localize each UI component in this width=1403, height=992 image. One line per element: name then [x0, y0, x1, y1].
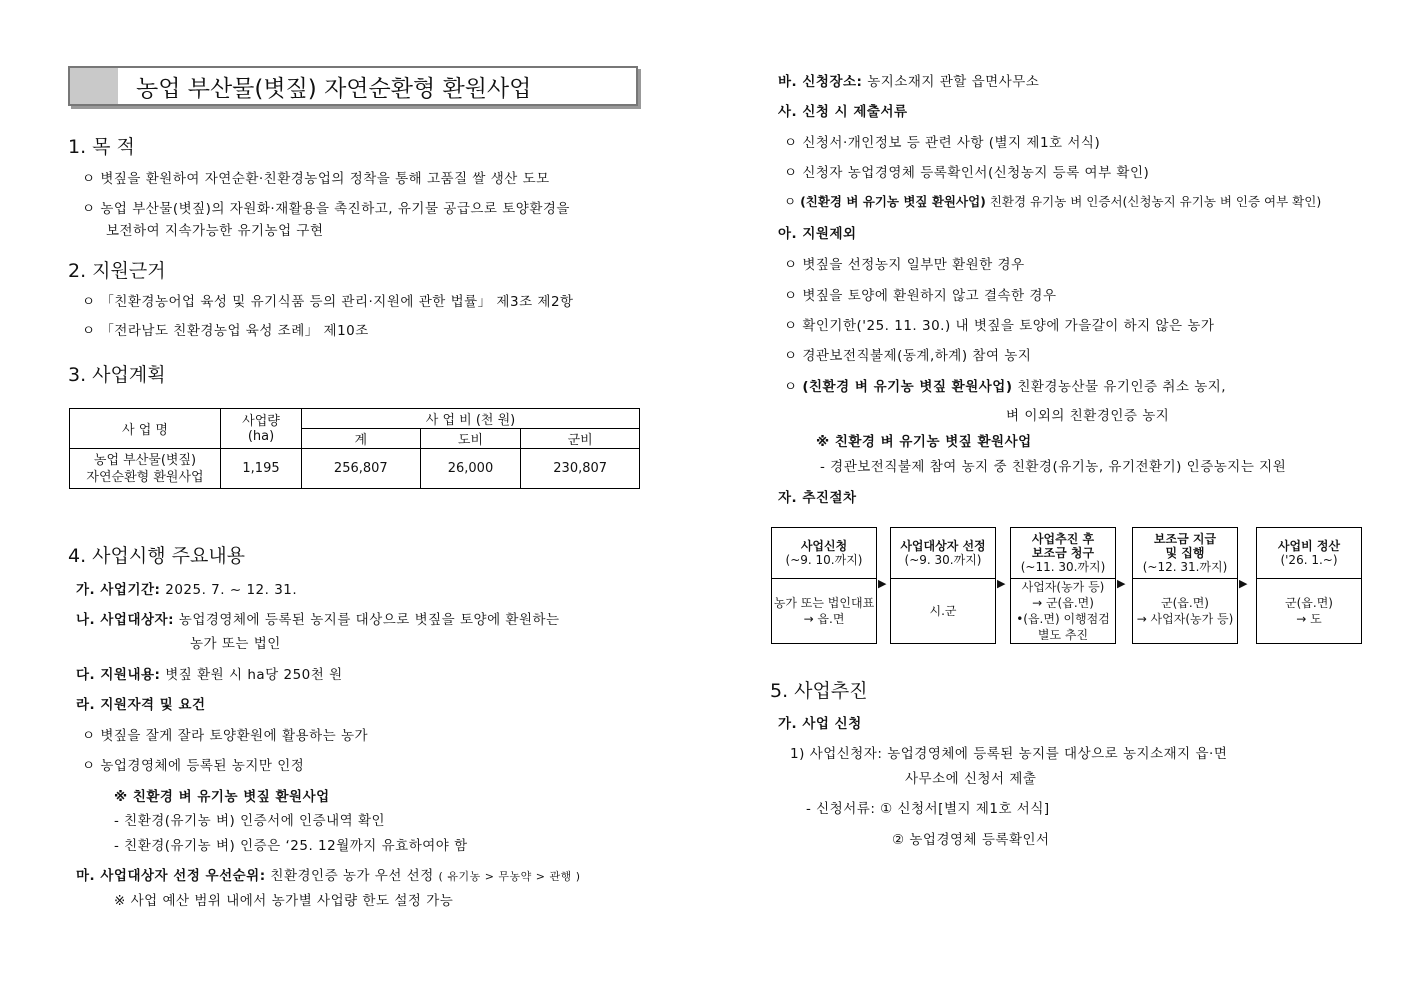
col-cost: 사 업 비 (천 원) [302, 409, 640, 429]
plan-table [69, 408, 640, 489]
flow-arrow-icon: ▶ [878, 577, 887, 590]
sec1-heading: 1. 목 적 [68, 136, 135, 158]
right-a: 아. 지원제외 [778, 226, 857, 242]
sec4-na: 나. 사업대상자: 농업경영체에 등록된 농지를 대상으로 볏짚을 토양에 환원하는 [76, 612, 560, 628]
flow-step-head: 사업추진 후 보조금 청구 (~11. 30.까지) [1011, 528, 1115, 579]
flow-step-body: 군(읍.면) → 사업자(농가 등) [1136, 596, 1234, 626]
col-do: 도비 [420, 429, 521, 449]
right-a-item: ㅇ 볏짚을 선정농지 일부만 환원한 경우 [784, 257, 1025, 273]
sec4-ra: 라. 지원자격 및 요건 [76, 697, 206, 713]
sec4-ma: 마. 사업대상자 선정 우선순위: 친환경인증 농가 우선 선정 ( 유기농 > 무농약 > 관행 ) [76, 868, 581, 884]
flow-step-head: 사업신청 (~9. 10.까지) [772, 528, 876, 579]
sec5-docs: - 신청서류: ① 신청서[별지 제1호 서식] [806, 801, 1050, 817]
flow-arrow-icon: ▶ [997, 577, 1006, 590]
flow-arrow-icon: ▶ [1117, 577, 1126, 590]
sec4-ga: 가. 사업기간: 2025. 7. ~ 12. 31. [76, 582, 298, 598]
sec5-docs2: ② 농업경영체 등록확인서 [892, 832, 1050, 848]
right-a-item: ㅇ 확인기한('25. 11. 30.) 내 볏짚을 토양에 가을갈이 하지 않은 농가 [784, 318, 1215, 334]
flow-step-body: 사업자(농가 등) → 군(읍.면) •(읍.면) 이행점검 별도 추진 [1016, 580, 1110, 642]
right-a-note-sub: - 경관보전직불제 참여 농지 중 친환경(유기농, 유기전환기) 인증농지는 지원 [820, 459, 1287, 475]
sec5-item-cont: 사무소에 신청서 제출 [905, 771, 1037, 787]
flow-step-body: 시.군 [929, 604, 957, 618]
right-sa-item: ㅇ 신청서·개인정보 등 관련 사항 (별지 제1호 서식) [784, 135, 1101, 151]
right-a-item: ㅇ 볏짚을 토양에 환원하지 않고 결속한 경우 [784, 288, 1057, 304]
sec3-heading: 3. 사업계획 [68, 364, 166, 386]
sec4-na-cont: 농가 또는 법인 [190, 636, 281, 652]
row-qty: 1,195 [221, 449, 302, 489]
sec4-ra-sub: - 친환경(유기농 벼) 인증서에 인증내역 확인 [114, 813, 386, 829]
flow-step [1010, 527, 1116, 644]
sec5-heading: 5. 사업추진 [770, 680, 868, 702]
sec4-ra-note: ※ 친환경 벼 유기농 볏짚 환원사업 [114, 789, 330, 805]
flow-step [890, 527, 996, 644]
row-do: 26,000 [420, 449, 521, 489]
sec4-heading: 4. 사업시행 주요내용 [68, 545, 246, 567]
sec1-item: 보전하여 지속가능한 유기농업 구현 [106, 223, 324, 239]
flow-step-body: 농가 또는 법인대표 → 읍.면 [773, 596, 875, 626]
sec2-item: ㅇ 「전라남도 친환경농업 육성 조례」 제10조 [82, 323, 369, 339]
flow-step [1132, 527, 1238, 644]
title-shade [70, 68, 118, 104]
col-qty: 사업량 (ha) [221, 409, 302, 449]
flow-step-body: 군(읍.면) → 도 [1285, 596, 1333, 626]
sec2-heading: 2. 지원근거 [68, 260, 166, 282]
flow-step [771, 527, 877, 644]
sec2-item: ㅇ 「친환경농어업 육성 및 유기식품 등의 관리·지원에 관한 법률」 제3조 제2항 [82, 294, 574, 310]
flow-step-head: 사업비 정산 ('26. 1.~) [1257, 528, 1361, 579]
col-total: 계 [302, 429, 421, 449]
sec5-ga: 가. 사업 신청 [778, 716, 862, 732]
right-a-item: ㅇ (친환경 벼 유기농 볏짚 환원사업) 친환경농산물 유기인증 취소 농지, [784, 379, 1227, 395]
sec1-item: ㅇ 볏짚을 환원하여 자연순환·친환경농업의 정착을 통해 고품질 쌀 생산 도모 [82, 171, 550, 187]
right-ja: 자. 추진절차 [778, 490, 857, 506]
sec4-ra-item: ㅇ 농업경영체에 등록된 농지만 인정 [82, 758, 305, 774]
right-ba: 바. 신청장소: 농지소재지 관할 읍면사무소 [778, 74, 1040, 90]
right-sa-item: ㅇ (친환경 벼 유기농 볏짚 환원사업) 친환경 유기농 벼 인증서(신청농지 유기농 벼 인증 여부 확인) [784, 194, 1322, 209]
flow-step [1256, 527, 1362, 644]
sec5-item: 1) 사업신청자: 농업경영체에 등록된 농지를 대상으로 농지소재지 읍·면 [790, 746, 1228, 762]
sec4-da: 다. 지원내용: 볏짚 환원 시 ha당 250천 원 [76, 667, 343, 683]
flow-step-head: 사업대상자 선정 (~9. 30.까지) [891, 528, 995, 579]
sec4-ma-note: ※ 사업 예산 범위 내에서 농가별 사업량 한도 설정 가능 [114, 893, 454, 909]
right-sa-item: ㅇ 신청자 농업경영체 등록확인서(신청농지 등록 여부 확인) [784, 165, 1150, 181]
col-gun: 군비 [521, 429, 640, 449]
row-gun: 230,807 [521, 449, 640, 489]
sec4-ra-item: ㅇ 볏짚을 잘게 잘라 토양환원에 활용하는 농가 [82, 728, 369, 744]
row-total: 256,807 [302, 449, 421, 489]
right-a-item: ㅇ 경관보전직불제(동계,하계) 참여 농지 [784, 348, 1032, 364]
sec4-ra-sub: - 친환경(유기농 벼) 인증은 ‘25. 12월까지 유효하여야 함 [114, 838, 468, 854]
sec1-item: ㅇ 농업 부산물(볏짚)의 자원화·재활용을 촉진하고, 유기물 공급으로 토양환경을 [82, 201, 570, 217]
right-a-item-cont: 벼 이외의 친환경인증 농지 [1006, 408, 1170, 424]
flow-step-head: 보조금 지급 및 집행 (~12. 31.까지) [1133, 528, 1237, 579]
page-title: 농업 부산물(볏짚) 자연순환형 환원사업 [136, 76, 532, 102]
right-a-note: ※ 친환경 벼 유기농 볏짚 환원사업 [816, 434, 1032, 450]
flow-arrow-icon: ▶ [1239, 577, 1248, 590]
col-name: 사 업 명 [70, 409, 221, 449]
right-sa: 사. 신청 시 제출서류 [778, 104, 908, 120]
row-name: 농업 부산물(볏짚) 자연순환형 환원사업 [70, 449, 221, 489]
